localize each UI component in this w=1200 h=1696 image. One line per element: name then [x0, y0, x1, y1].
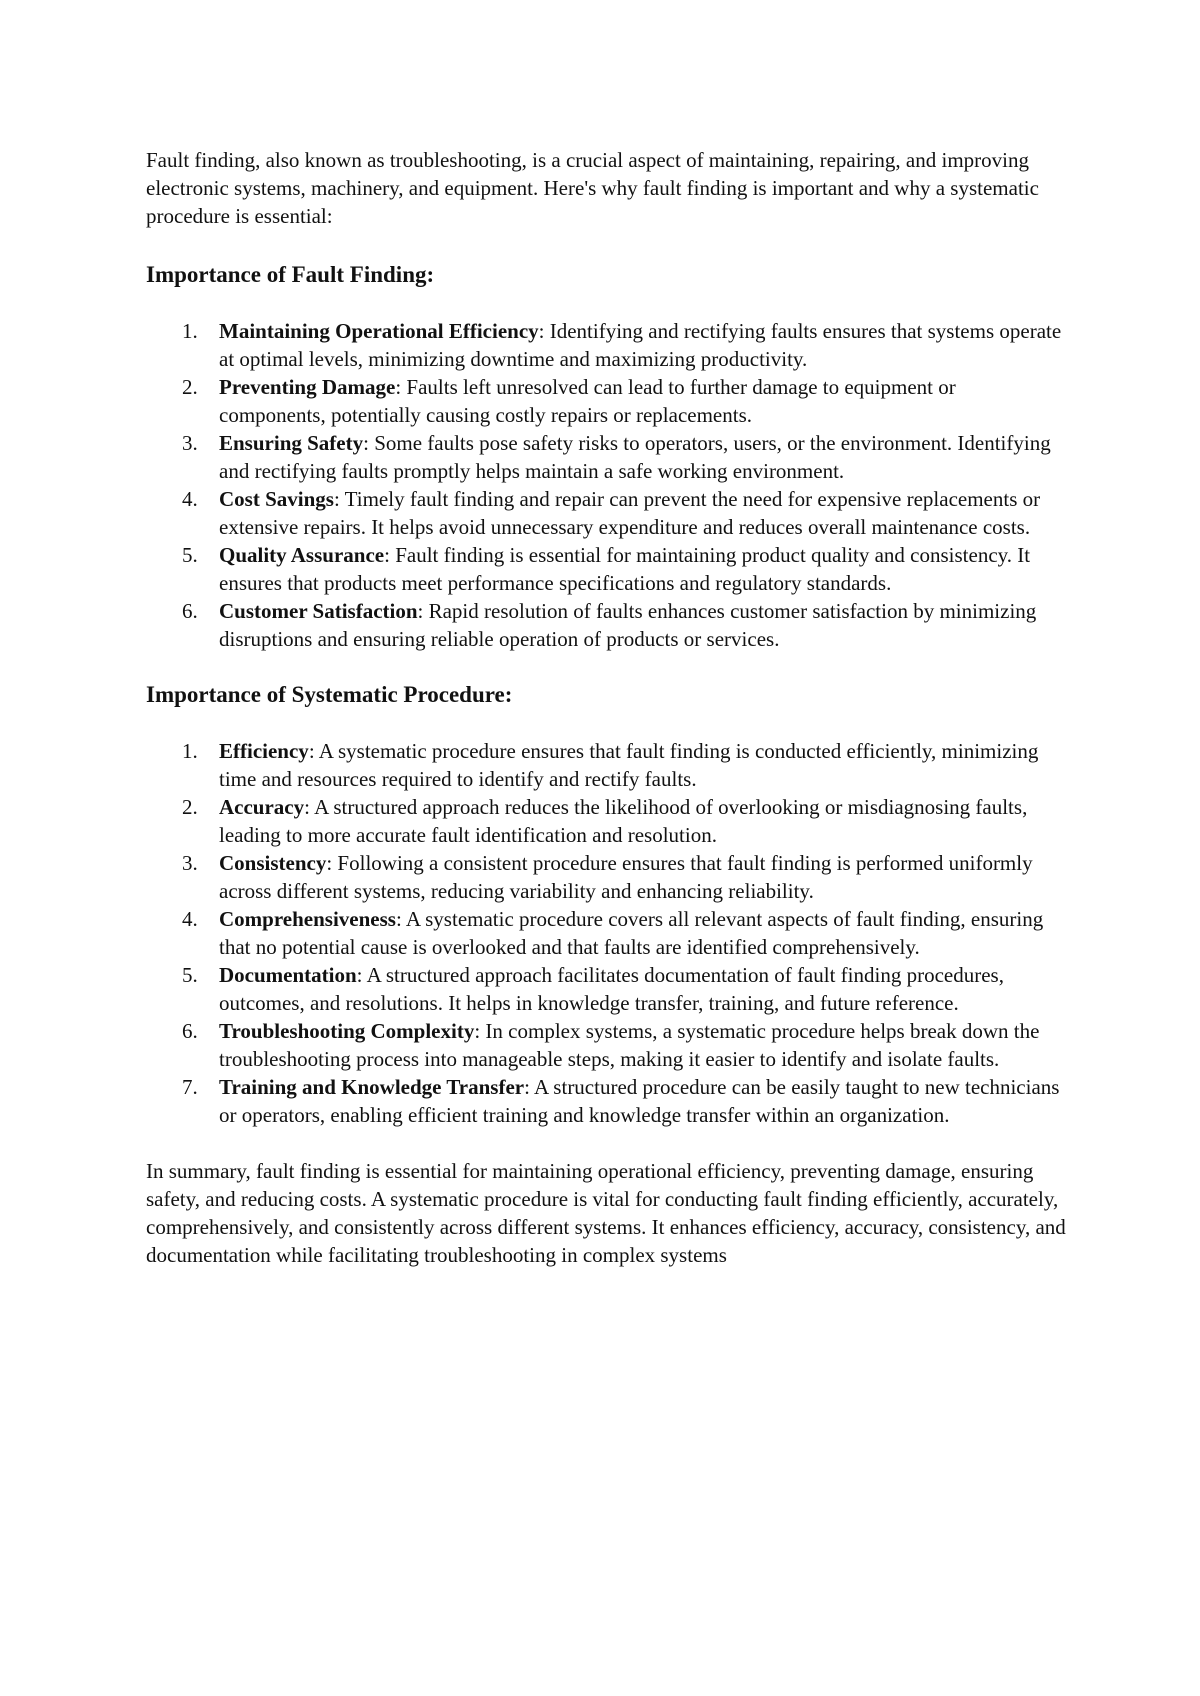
list-number: 2.	[182, 795, 198, 819]
list-item	[146, 317, 1066, 373]
fault-finding-list	[146, 317, 1066, 653]
list-number: 3.	[182, 431, 198, 455]
list-number: 7.	[182, 1075, 198, 1099]
list-item-term: Comprehensiveness	[219, 907, 396, 931]
list-item-term: Consistency	[219, 851, 327, 875]
list-item-text: : Fault finding is essential for maintaining product quality and consistency. It ensures that products meet performance specifications and regulatory standards.	[219, 543, 1031, 595]
list-item	[146, 849, 1066, 905]
list-number: 6.	[182, 599, 198, 623]
list-item	[146, 541, 1066, 597]
list-item-text: : A systematic procedure covers all relevant aspects of fault finding, ensuring that no potential cause is overlooked and that faults are identified comprehensively.	[219, 907, 1044, 959]
list-item-text: : Some faults pose safety risks to operators, users, or the environment. Identifying and rectifying faults promptly helps maintain a safe working environment.	[219, 431, 1051, 483]
list-item-term: Accuracy	[219, 795, 305, 819]
list-item-term: Preventing Damage	[219, 375, 396, 399]
list-item-term: Efficiency	[219, 739, 309, 763]
list-number: 4.	[182, 487, 198, 511]
list-item	[146, 429, 1066, 485]
list-item-text: : Rapid resolution of faults enhances customer satisfaction by minimizing disruptions and ensuring reliable operation of products or services.	[219, 599, 1037, 651]
list-number: 2.	[182, 375, 198, 399]
list-item	[146, 905, 1066, 961]
list-item	[146, 961, 1066, 1017]
section-heading-fault-finding: Importance of Fault Finding:	[146, 262, 435, 287]
list-number: 5.	[182, 963, 198, 987]
list-item	[146, 1017, 1066, 1073]
list-item	[146, 1073, 1066, 1129]
list-item-text: : A structured approach reduces the likelihood of overlooking or misdiagnosing faults, leading to more accurate fault identification and resolution.	[219, 795, 1028, 847]
list-number: 5.	[182, 543, 198, 567]
systematic-procedure-list	[146, 737, 1066, 1129]
list-item	[146, 737, 1066, 793]
list-item-term: Quality Assurance	[219, 543, 385, 567]
list-item	[146, 485, 1066, 541]
list-item-term: Documentation	[219, 963, 357, 987]
list-number: 1.	[182, 319, 198, 343]
list-item-text: : A systematic procedure ensures that fault finding is conducted efficiently, minimizing time and resources required to identify and rectify faults.	[219, 739, 1039, 791]
list-item-text: : A structured approach facilitates documentation of fault finding procedures, outcomes, and resolutions. It helps in knowledge transfer, training, and future reference.	[219, 963, 1004, 1015]
list-item	[146, 597, 1066, 653]
list-item	[146, 373, 1066, 429]
list-item-text: : Identifying and rectifying faults ensures that systems operate at optimal levels, minimizing downtime and maximizing productivity.	[219, 319, 1062, 371]
list-number: 1.	[182, 739, 198, 763]
list-item-text: : A structured procedure can be easily taught to new technicians or operators, enabling efficient training and knowledge transfer within an organization.	[219, 1075, 1060, 1127]
list-item-text: : In complex systems, a systematic procedure helps break down the troubleshooting process into manageable steps, making it easier to identify and isolate faults.	[219, 1019, 1040, 1071]
list-item-term: Cost Savings	[219, 487, 334, 511]
list-item-term: Ensuring Safety	[219, 431, 364, 455]
list-item	[146, 793, 1066, 849]
list-item-term: Customer Satisfaction	[219, 599, 418, 623]
list-item-text: : Faults left unresolved can lead to further damage to equipment or components, potentially causing costly repairs or replacements.	[219, 375, 956, 427]
list-item-text: : Timely fault finding and repair can prevent the need for expensive replacements or extensive repairs. It helps avoid unnecessary expenditure and reduces overall maintenance costs.	[219, 487, 1041, 539]
list-number: 4.	[182, 907, 198, 931]
document-body	[146, 146, 1066, 1269]
list-item-term: Maintaining Operational Efficiency	[219, 319, 539, 343]
list-number: 3.	[182, 851, 198, 875]
list-number: 6.	[182, 1019, 198, 1043]
list-item-term: Training and Knowledge Transfer	[219, 1075, 525, 1099]
summary-paragraph: In summary, fault finding is essential for maintaining operational efficiency, preventing damage, ensuring safety, and reducing costs. A systematic procedure is vital for conducting fault finding efficiently, accurately, comprehensively, and consistently across different systems. It enhances efficiency, accuracy, consistency, and documentation while facilitating troubleshooting in complex systems	[146, 1159, 1066, 1267]
section-heading-systematic-procedure: Importance of Systematic Procedure:	[146, 682, 513, 707]
list-item-text: : Following a consistent procedure ensures that fault finding is performed uniformly across different systems, reducing variability and enhancing reliability.	[219, 851, 1033, 903]
intro-paragraph: Fault finding, also known as troubleshooting, is a crucial aspect of maintaining, repairing, and improving electronic systems, machinery, and equipment. Here's why fault finding is important and why a systematic procedure is essential:	[146, 148, 1039, 228]
list-item-term: Troubleshooting Complexity	[219, 1019, 475, 1043]
